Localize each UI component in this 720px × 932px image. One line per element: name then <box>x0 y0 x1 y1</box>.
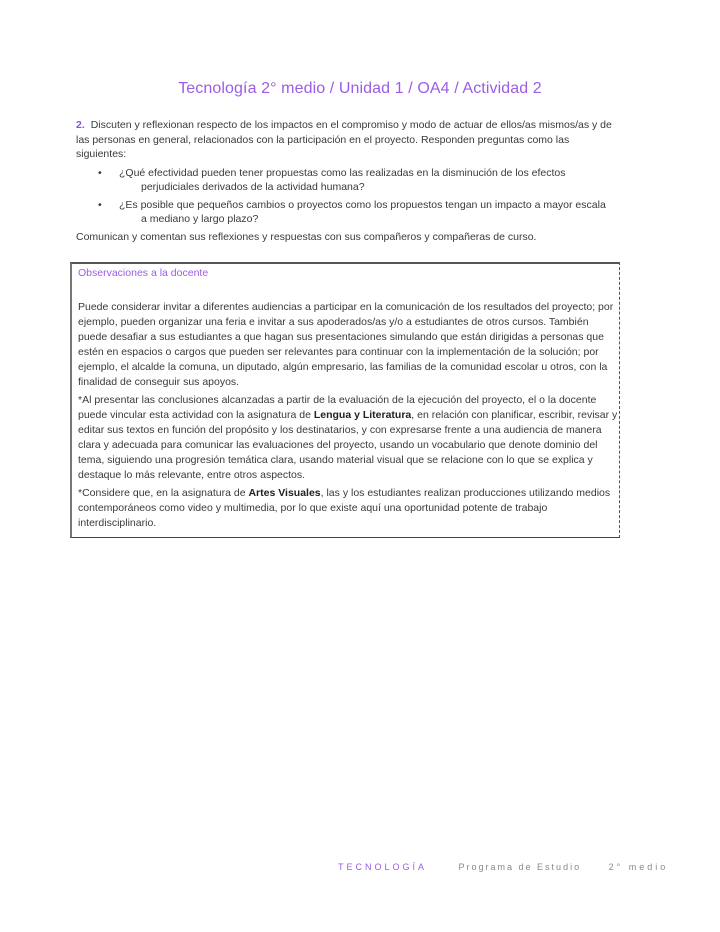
question-continuation: perjudiciales derivados de la actividad humana? <box>141 181 365 193</box>
subject-name: Lengua y Literatura <box>313 409 412 421</box>
footer-program: Programa de Estudio <box>458 862 582 872</box>
activity-intro-text: Discuten y reflexionan respecto de los impactos en el compromiso y modo de actuar de ellos/as mismos/as y de las personas en general, relacionados con la participación en el proyecto. Responden preguntas como las siguientes: <box>76 119 612 160</box>
question-continuation: a mediano y largo plazo? <box>141 213 259 225</box>
note-text: , en relación con planificar, escribir, revisar y editar sus textos en función del propósito y los destinatarios, y con expresarse frente a una audiencia de manera clara y adecuada para comunicar las evaluaciones del proyecto, usando un vocabulario que denote dominio del tema, siguiendo una progresión temática clara, usando material visual que se relacione con lo que se explica y destaque lo más relevante, entre otros aspectos. <box>78 409 618 481</box>
teacher-note-paragraph <box>78 486 618 531</box>
note-text: , las y los estudiantes realizan producciones utilizando medios contemporáneos como video y multimedia, por lo que existe aquí una oportunidad potente de trabajo interdisciplinario. <box>78 487 611 529</box>
bullet-icon: • <box>98 166 102 179</box>
teacher-note-paragraph <box>78 393 618 483</box>
teacher-notes-title: Observaciones a la docente <box>78 267 209 279</box>
question-text: ¿Es posible que pequeños cambios o proyectos como los propuestos tengan un impacto a mayor escala <box>119 198 606 211</box>
note-text: *Al presentar las conclusiones alcanzadas a partir de la evaluación de la ejecución del proyecto, el o la docente puede vincular esta actividad con la asignatura de <box>78 394 597 421</box>
question-item <box>76 198 616 227</box>
page-footer <box>338 862 668 872</box>
activity-closing: Comunican y comentan sus reflexiones y respuestas con sus compañeros y compañeras de curso. <box>76 230 537 243</box>
teacher-notes-box <box>70 262 620 538</box>
bullet-icon: • <box>98 198 102 211</box>
question-text: ¿Qué efectividad pueden tener propuestas como las realizadas en la disminución de los efectos <box>119 166 566 179</box>
footer-brand: TECNOLOGÍA <box>338 862 428 872</box>
teacher-notes-body <box>78 300 618 534</box>
question-item <box>76 166 616 195</box>
note-text: *Considere que, en la asignatura de <box>78 487 249 499</box>
activity-intro <box>76 118 616 162</box>
activity-number: 2. <box>76 119 85 131</box>
page-title: Tecnología 2° medio / Unidad 1 / OA4 / Actividad 2 <box>178 80 542 97</box>
subject-name: Artes Visuales <box>248 487 321 499</box>
teacher-note-paragraph: Puede considerar invitar a diferentes audiencias a participar en la comunicación de los resultados del proyecto; por ejemplo, pueden organizar una feria e invitar a sus apoderados/as y/o a estudiantes de otros cursos. También puede desafiar a sus estudiantes a que hagan sus presentaciones simulando que están dirigidas a personas que estén en espacios o cargos que pueden ser relevantes para continuar con la implementación de la solución; por ejemplo, el alcalde la comuna, un diputado, algún empresario, las familias de la comunidad escolar u otros, con la finalidad de conseguir sus apoyos. <box>78 301 614 388</box>
footer-grade: 2° medio <box>608 862 669 872</box>
activity-section <box>76 118 616 244</box>
question-list <box>76 166 616 227</box>
